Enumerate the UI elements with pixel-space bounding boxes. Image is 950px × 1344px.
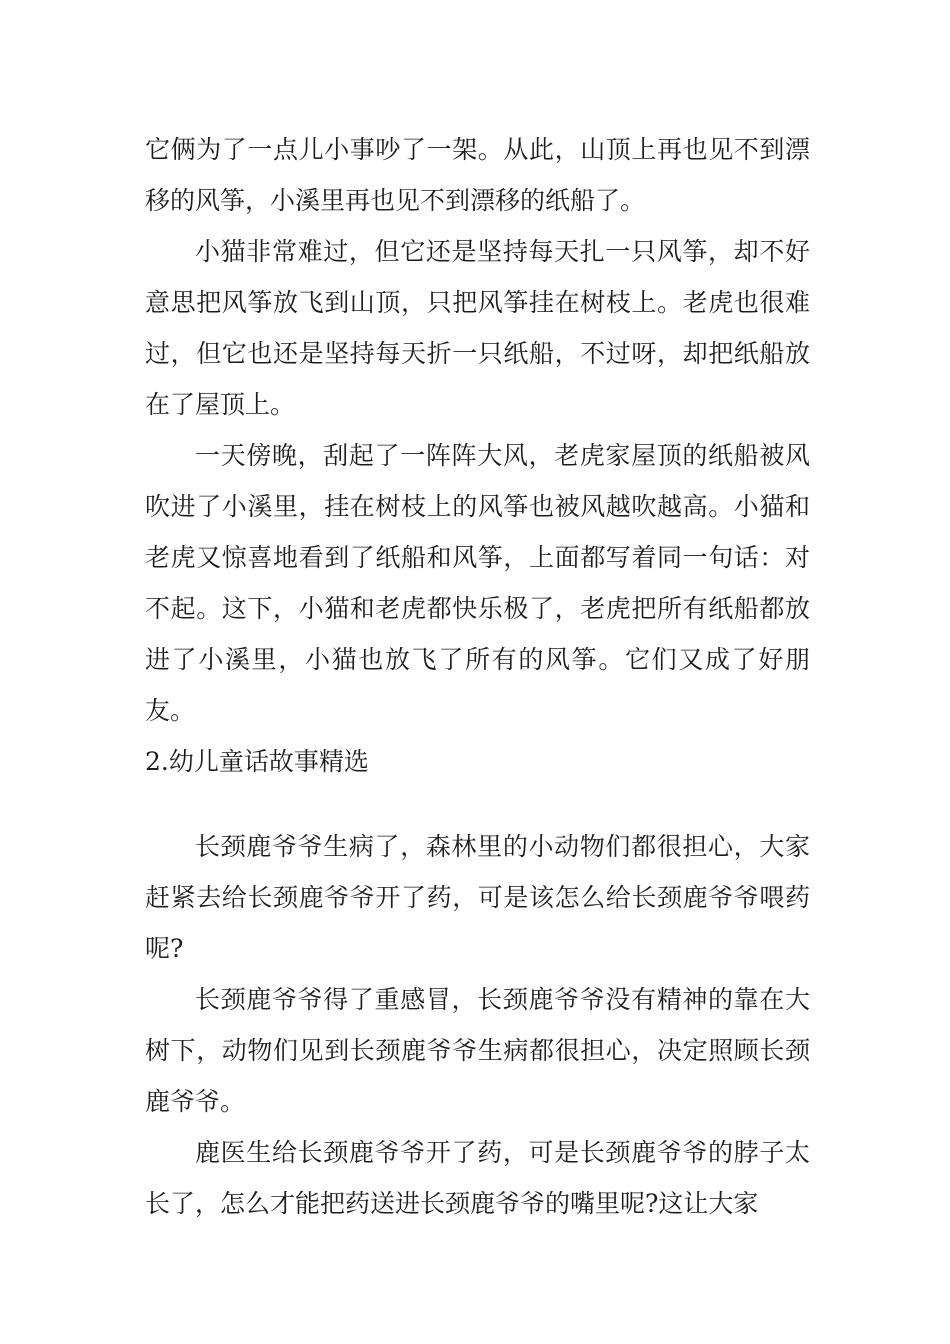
paragraph-giraffe-cold: 长颈鹿爷爷得了重感冒，长颈鹿爷爷没有精神的靠在大树下，动物们见到长颈鹿爷爷生病都很担心，决定照顾长颈鹿爷爷。: [145, 985, 810, 1116]
story-text-top: [145, 124, 810, 787]
story-text-bottom: [145, 821, 810, 1229]
paragraph-reconcile: 一天傍晚，刮起了一阵阵大风，老虎家屋顶的纸船被风吹进了小溪里，挂在树枝上的风筝也被风越吹越高。小猫和老虎又惊喜地看到了纸船和风筝，上面都写着同一句话：对不起。这下，小猫和老虎都快乐极了，老虎把所有纸船都放进了小溪里，小猫也放飞了所有的风筝。它们又成了好朋友。: [145, 441, 810, 725]
paragraph-sad: 小猫非常难过，但它还是坚持每天扎一只风筝，却不好意思把风筝放飞到山顶，只把风筝挂在树枝上。老虎也很难过，但它也还是坚持每天折一只纸船，不过呀，却把纸船放在了屋顶上。: [145, 237, 810, 419]
paragraph-deer-doctor: 鹿医生给长颈鹿爷爷开了药，可是长颈鹿爷爷的脖子太长了，怎么才能把药送进长颈鹿爷爷的嘴里呢?这让大家: [145, 1138, 810, 1218]
paragraph-quarrel: 它俩为了一点儿小事吵了一架。从此，山顶上再也见不到漂移的风筝，小溪里再也见不到漂移的纸船了。: [145, 135, 810, 215]
section-heading: 2.幼儿童话故事精选: [145, 747, 369, 776]
paragraph-giraffe-sick: 长颈鹿爷爷生病了，森林里的小动物们都很担心，大家赶紧去给长颈鹿爷爷开了药，可是该怎么给长颈鹿爷爷喂药呢?: [145, 832, 810, 963]
